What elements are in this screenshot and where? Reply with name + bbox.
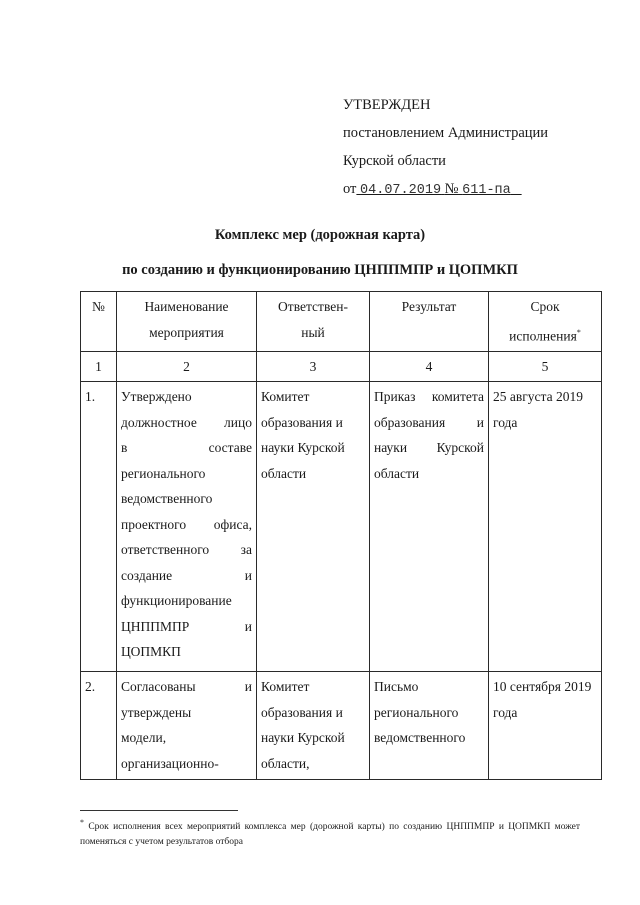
index-cell: 2 — [117, 351, 257, 382]
footnote-mark: * — [80, 818, 84, 827]
approval-heading: УТВЕРЖДЕН — [343, 97, 431, 113]
table-index-row — [81, 351, 602, 382]
document-title-line-1: Комплекс мер (дорожная карта) — [214, 227, 426, 243]
row-result: Письмо регионального ведомственного — [370, 672, 489, 780]
row-result: Приказ комитета образования и науки Курской области — [370, 382, 489, 672]
approval-block — [343, 91, 548, 205]
footnote-text: Срок исполнения всех мероприятий комплекса мер (дорожной карты) по созданию ЦНППМПР и ЦОПМКП может поменяться с учетом результатов отбора — [80, 822, 581, 848]
header-number: № — [81, 292, 117, 352]
row-term: 10 сентября 2019 года — [489, 672, 602, 780]
row-name: Согласованы и утверждены модели, организационно- — [117, 672, 257, 780]
number-sign: № — [444, 181, 459, 197]
roadmap-table — [80, 291, 602, 780]
row-responsible: Комитет образования и науки Курской области, — [257, 672, 370, 780]
row-number: 1. — [81, 382, 117, 672]
header-responsible: Ответствен- ный — [257, 292, 370, 352]
table-header-row — [81, 292, 602, 352]
footnote-divider — [80, 810, 238, 811]
approval-date-line — [343, 175, 548, 205]
index-cell: 3 — [257, 351, 370, 382]
row-number: 2. — [81, 672, 117, 780]
approval-date: 04.07.2019 — [360, 183, 442, 198]
table-row — [81, 382, 602, 672]
footnote — [80, 815, 580, 850]
header-term: Срок исполнения* — [489, 292, 602, 352]
index-cell: 1 — [81, 351, 117, 382]
footnote-mark-header: * — [576, 327, 581, 337]
header-name: Наименование мероприятия — [117, 292, 257, 352]
approval-line-1: постановлением Администрации — [343, 125, 549, 141]
approval-number: 611-па — [462, 183, 511, 198]
row-responsible: Комитет образования и науки Курской области — [257, 382, 370, 672]
table-row — [81, 672, 602, 780]
index-cell: 5 — [489, 351, 602, 382]
header-result: Результат — [370, 292, 489, 352]
row-name: Утверждено должностное лицо в составе регионального ведомственного проектного офиса, ответственного за создание и функционирование ЦНППМПР и ЦОПМКП — [117, 382, 257, 672]
document-title-line-2: по созданию и функционированию ЦНППМПР и ЦОПМКП — [122, 262, 518, 278]
index-cell: 4 — [370, 351, 489, 382]
row-term: 25 августа 2019 года — [489, 382, 602, 672]
date-prefix: от — [343, 181, 357, 197]
approval-line-2: Курской области — [343, 153, 446, 169]
